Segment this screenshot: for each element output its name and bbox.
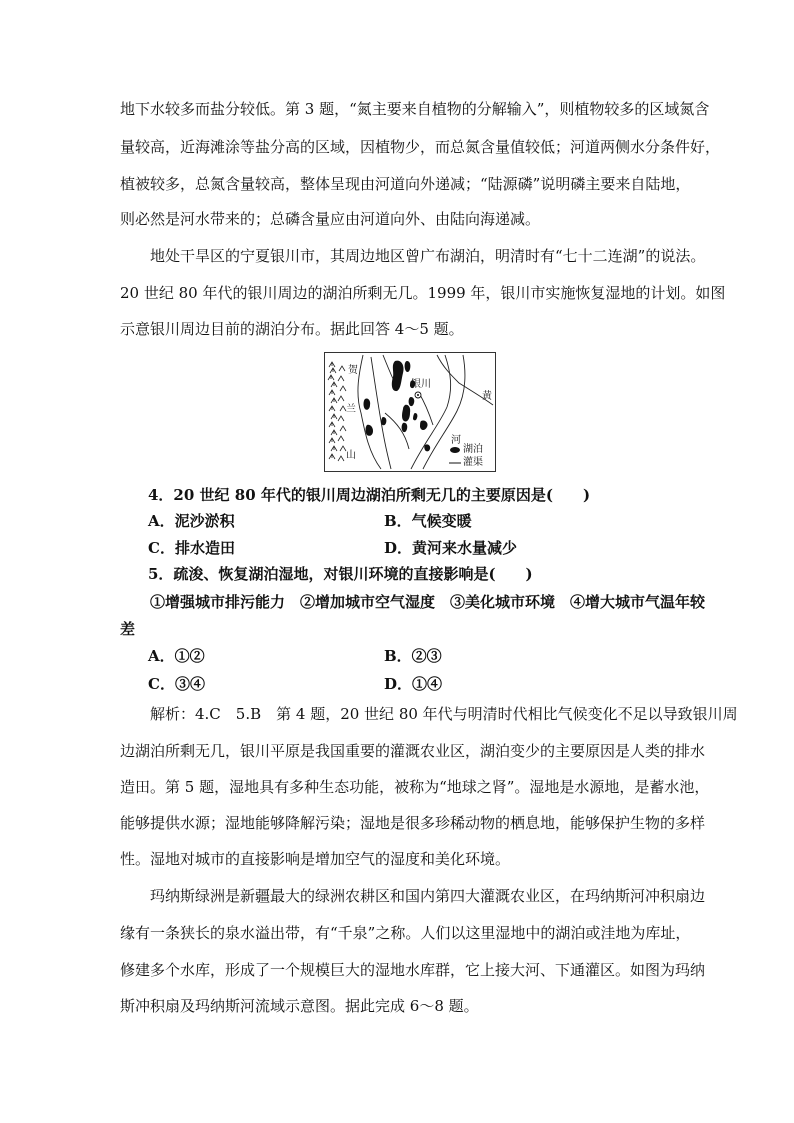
paragraph2-line: 示意银川周边目前的湖泊分布。据此回答 4～5 题。	[120, 320, 464, 338]
yellow-river-west-bank	[411, 355, 451, 469]
analysis-line: 解析：4.C 5.B 第 4 题，20 世纪 80 年代与明清时代相比气候变化不足以导致银川周	[150, 705, 738, 723]
map-label-huang: 黄	[482, 391, 492, 402]
paragraph3-line: 玛纳斯绿洲是新疆最大的绿洲农耕区和国内第四大灌溉农业区，在玛纳斯河冲积扇边	[150, 887, 706, 905]
question4-stem: 4．20 世纪 80 年代的银川周边湖泊所剩无几的主要原因是( )	[148, 486, 591, 504]
paragraph1-line: 则必然是河水带来的；总磷含量应由河道向外、由陆向海递减。	[120, 210, 541, 228]
city-marker-dot	[417, 394, 419, 396]
question4-option-a: A．泥沙淤积	[148, 512, 235, 530]
question4-option-c: C．排水造田	[148, 539, 235, 557]
question5-stem: 5．疏浚、恢复湖泊湿地，对银川环境的直接影响是( )	[148, 565, 533, 583]
analysis-line: 能够提供水源；湿地能够降解污染；湿地是很多珍稀动物的栖息地，能够保护生物的多样	[120, 814, 706, 832]
map-label-lan: 兰	[346, 404, 356, 415]
paragraph2-line: 20 世纪 80 年代的银川周边的湖泊所剩无几。1999 年，银川市实施恢复湿地的计划。如图	[120, 284, 726, 302]
yinchuan-lake-map	[324, 352, 496, 472]
question5-option-c: C．③④	[148, 675, 205, 693]
mountain-symbols	[328, 362, 346, 461]
legend-lake-icon	[450, 447, 460, 453]
question4-option-b: B．气候变暖	[384, 512, 472, 530]
question5-items-continued: 差	[120, 620, 136, 638]
map-label-shan: 山	[346, 450, 356, 461]
paragraph3-line: 斯冲积扇及玛纳斯河流域示意图。据此完成 6～8 题。	[120, 997, 479, 1015]
paragraph2-line: 地处干旱区的宁夏银川市，其周边地区曾广布湖泊，明清时有“七十二连湖”的说法。	[150, 247, 706, 265]
paragraph3-line: 缘有一条狭长的泉水溢出带，有“千泉”之称。人们以这里湿地中的湖泊或洼地为库址，	[120, 924, 691, 942]
question5-option-b: B．②③	[384, 647, 442, 665]
paragraph1-line: 植被较多，总氮含量较高，整体呈现由河道向外递减；“陆源磷”说明磷主要来自陆地，	[120, 175, 691, 193]
analysis-line: 性。湿地对城市的直接影响是增加空气的湿度和美化环境。	[120, 850, 511, 868]
paragraph1-line: 地下水较多而盐分较低。第 3 题，“氮主要来自植物的分解输入”，则植物较多的区域氮含	[120, 100, 710, 118]
analysis-line: 边湖泊所剩无几，银川平原是我国重要的灌溉农业区，湖泊变少的主要原因是人类的排水	[120, 742, 706, 760]
paragraph1-line: 量较高，近海滩涂等盐分高的区域，因植物少，而总氮含量值较低；河道两侧水分条件好，	[120, 138, 721, 156]
map-legend-canal-label: 灌渠	[463, 457, 483, 468]
question5-option-a: A．①②	[148, 647, 205, 665]
map-label-river: 河	[451, 435, 461, 446]
analysis-line: 造田。第 5 题，湿地具有多种生态功能，被称为“地球之肾”。湿地是水源地，是蓄水池，	[120, 778, 710, 796]
map-legend-lake-label: 湖泊	[463, 444, 483, 455]
question4-option-d: D．黄河来水量减少	[384, 539, 518, 557]
question5-items: ①增强城市排污能力 ②增加城市空气湿度 ③美化城市环境 ④增大城市气温年较	[150, 593, 706, 611]
map-label-yinchuan: 银川	[411, 379, 431, 390]
question5-option-d: D．①④	[384, 675, 443, 693]
paragraph3-line: 修建多个水库，形成了一个规模巨大的湿地水库群，它上接大河、下通灌区。如图为玛纳	[120, 961, 706, 979]
map-label-he: 贺	[348, 365, 358, 376]
